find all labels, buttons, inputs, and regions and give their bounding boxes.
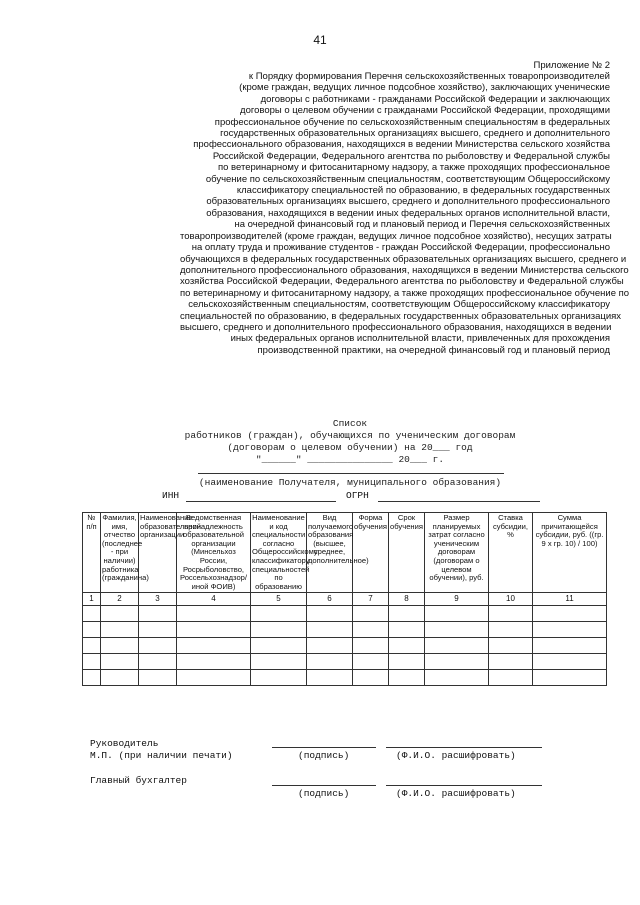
appendix-line: договоры с работниками - гражданами Российской Федерации и заключающих [260, 93, 610, 105]
appendix-line: по ветеринарному и фитосанитарному надзору, а также проходящих профессиональное [217, 162, 610, 174]
ogrn-label: ОГРН [346, 490, 369, 501]
appendix-line: по ветеринарному и фитосанитарному надзору, а также проходящих профессиональное обучение по [180, 287, 630, 299]
head-signature-line [272, 747, 376, 748]
inn-label: ИНН [162, 490, 180, 501]
appendix-line: производственной практики, на очередной финансовый год и плановый период [257, 344, 610, 356]
appendix-line: высшего, среднего и дополнительного профессионального образования, находящихся в ведении [180, 321, 612, 333]
table-header: Форма обучения [353, 513, 389, 593]
table-row [83, 638, 607, 654]
appendix-line: к Порядку формирования Перечня сельскохозяйственных товаропроизводителей [248, 71, 610, 82]
appendix-line: сельскохозяйственным специальностям, соответствующим Общероссийскому классификатору [188, 299, 610, 311]
table-row [83, 622, 607, 638]
appendix-line: профессионального образования, находящихся в ведении Министерства сельского хозяйства [193, 139, 610, 151]
recipients-table [82, 512, 607, 686]
list-subtitle: работников (граждан), обучающихся по ученическим договорам [184, 430, 516, 441]
table-header: № п/п [83, 513, 101, 593]
column-number: 10 [489, 593, 533, 606]
appendix-line: специальностей по образованию, в федеральных государственных образовательных организациях [180, 310, 622, 322]
appendix-title: Приложение № 2 [533, 60, 610, 71]
column-number: 4 [177, 593, 251, 606]
table-header: Размер планируемых затрат согласно ученическим договорам (договорам о целевом обучении), руб. [425, 513, 489, 593]
column-number: 2 [101, 593, 139, 606]
appendix-line: товаропроизводителей (кроме граждан, ведущих личное подсобное хозяйство), несущих затраты [180, 230, 612, 242]
appendix-line: образовательных организациях высшего, среднего и дополнительного профессионального [206, 196, 610, 208]
head-name-line [386, 747, 542, 748]
list-title: Список [332, 418, 368, 429]
head-signature-caption: (подпись) [298, 750, 350, 761]
appendix-line: образования, находящихся в ведении иных федеральных органов исполнительной власти, [206, 207, 610, 219]
page-number: 41 [313, 33, 327, 47]
appendix-line: обучающихся в федеральных государственных образовательных организациях высшего, среднего и [180, 253, 627, 265]
accountant-label: Главный бухгалтер [90, 775, 187, 786]
table-number-row [83, 593, 607, 606]
accountant-signature-line [272, 785, 376, 786]
column-number: 1 [83, 593, 101, 606]
appendix-line: обучение по сельскохозяйственным специальностям, соответствующим Общероссийскому [205, 173, 610, 185]
accountant-signature-caption: (подпись) [298, 788, 350, 799]
seal-label: М.П. (при наличии печати) [90, 750, 233, 761]
head-name-caption: (Ф.И.О. расшифровать) [396, 750, 516, 761]
table-header: Ведомственная принадлежность образовательной организации (Минсельхоз России, Росрыболовство, Россельхознадзор/иной ФОИВ) [177, 513, 251, 593]
list-period: (договорам о целевом обучении) на 20___ год [227, 442, 473, 453]
table-header: Фамилия, имя, отчество (последнее - при наличии) работника (гражданина) [101, 513, 139, 593]
appendix-line: на оплату труда и проживание студентов - граждан Российской Федерации, профессионально [191, 242, 610, 254]
recipient-name-line [198, 473, 504, 474]
column-number: 11 [533, 593, 607, 606]
recipient-caption: (наименование Получателя, муниципального образования) [198, 477, 502, 488]
table-header: Наименование и код специальности согласно Общероссийскому классификатору специальностей по образованию [251, 513, 307, 593]
head-label: Руководитель [90, 738, 159, 749]
appendix-line: хозяйства Российской Федерации, Федерального агентства по рыболовству и Федеральной службы [180, 276, 624, 288]
table-header: Сумма причитающейся субсидии, руб. ((гр. 9 х гр. 10) / 100) [533, 513, 607, 593]
table-header: Срок обучения [389, 513, 425, 593]
column-number: 5 [251, 593, 307, 606]
accountant-name-line [386, 785, 542, 786]
list-date: "______" _______________ 20___ г. [255, 454, 445, 465]
column-number: 3 [139, 593, 177, 606]
column-number: 7 [353, 593, 389, 606]
accountant-name-caption: (Ф.И.О. расшифровать) [396, 788, 516, 799]
column-number: 8 [389, 593, 425, 606]
column-number: 6 [307, 593, 353, 606]
appendix-line: (кроме граждан, ведущих личное подсобное хозяйство), заключающих ученические [239, 82, 610, 94]
inn-line [186, 501, 336, 502]
table-row [83, 670, 607, 686]
appendix-line: государственных образовательных организациях высшего, среднего и дополнительного [220, 128, 610, 140]
appendix-line: на очередной финансовый год и плановый период и Перечня сельскохозяйственных [234, 219, 610, 231]
appendix-body [180, 71, 630, 356]
table-header-row [83, 513, 607, 593]
appendix-line: иных федеральных органов исполнительной власти, привлеченных для прохождения [230, 333, 610, 345]
table-row [83, 606, 607, 622]
table-row [83, 654, 607, 670]
appendix-line: договоры о целевом обучении с гражданами Российской Федерации, проходящими [240, 105, 610, 117]
appendix-line: классификатору специальностей по образованию, в федеральных государственных [236, 185, 610, 197]
ogrn-line [378, 501, 540, 502]
appendix-line: профессиональное обучение по сельскохозяйственным специальностям в федеральных [214, 116, 610, 128]
appendix-line: Российской Федерации, Федерального агентства по рыболовству и Федеральной службы [212, 150, 610, 162]
table-header: Вид получаемого образования (высшее, среднее, дополнительное) [307, 513, 353, 593]
column-number: 9 [425, 593, 489, 606]
appendix-line: дополнительного профессионального образования, находящихся в ведении Министерства сельского [180, 264, 629, 276]
table-header: Ставка субсидии, % [489, 513, 533, 593]
table-header: Наименование образовательной организации [139, 513, 177, 593]
